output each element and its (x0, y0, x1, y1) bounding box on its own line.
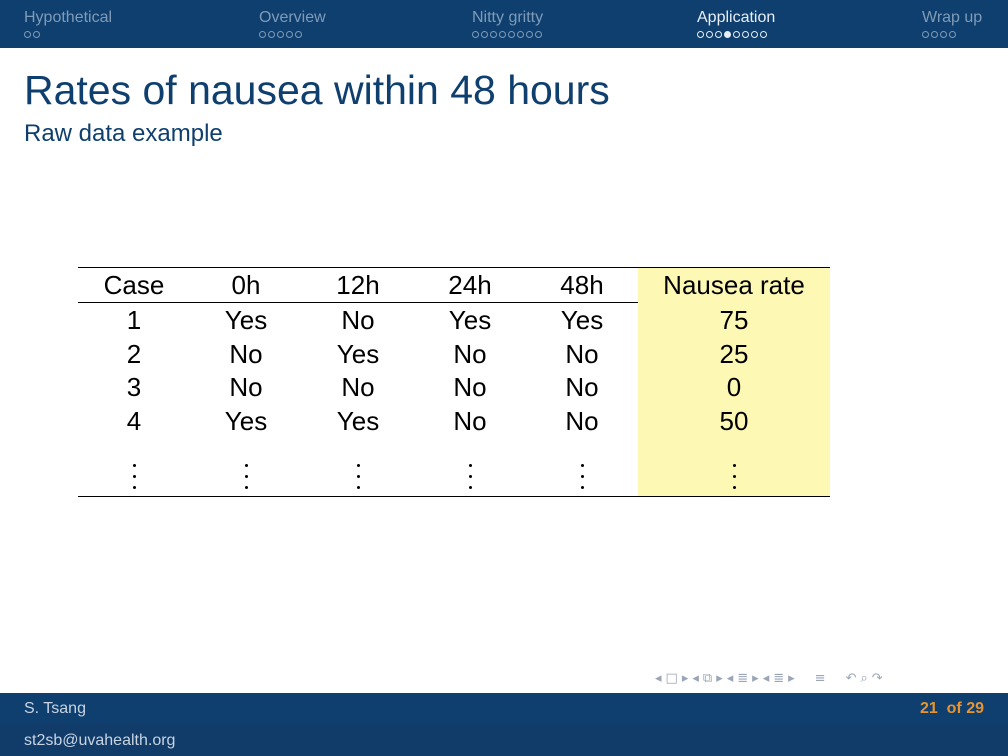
footer-author: S. Tsang (24, 700, 86, 717)
nav-section-dots (259, 31, 326, 41)
slide-dot[interactable] (949, 31, 956, 38)
header-48h: 48h (526, 268, 638, 303)
subsection-icon[interactable]: ≣ (737, 670, 749, 686)
vertical-ellipsis-icon (526, 438, 638, 497)
vertical-ellipsis-icon (414, 438, 526, 497)
slide-dot[interactable] (535, 31, 542, 38)
nav-section-label[interactable]: Hypothetical (24, 9, 113, 26)
cell-0h: No (229, 338, 263, 369)
table-continuation-row (78, 438, 830, 497)
nav-section-dots (472, 31, 543, 41)
slide-dot[interactable] (33, 31, 40, 38)
next-section-icon[interactable]: ▸ (788, 670, 795, 686)
cell-48h: No (565, 405, 599, 436)
next-frame-icon[interactable]: ▸ (716, 670, 723, 686)
header-0h: 0h (190, 268, 302, 303)
nav-section-hypothetical[interactable] (24, 8, 112, 41)
next-slide-icon[interactable]: ▸ (681, 670, 689, 686)
header-24h: 24h (414, 268, 526, 303)
slide-dot[interactable] (526, 31, 533, 38)
slide-dot[interactable] (742, 31, 749, 38)
slide-dot[interactable] (295, 31, 302, 38)
cell-0h: No (229, 372, 263, 402)
cell-nausea-rate: 25 (638, 338, 830, 372)
section-icon[interactable]: ≣ (773, 670, 785, 686)
total-pages: 29 (966, 700, 984, 717)
prev-section-icon[interactable]: ◂ (762, 670, 770, 686)
footer-author-bar (0, 693, 1008, 724)
slide-dot[interactable] (733, 31, 740, 38)
slide-dot[interactable] (931, 31, 938, 38)
nav-section-application[interactable] (697, 8, 775, 41)
slide-dot[interactable] (697, 31, 704, 38)
slide-dot[interactable] (940, 31, 947, 38)
nav-section-label[interactable]: Nitty gritty (472, 9, 544, 26)
cell-24h: No (453, 372, 487, 402)
slide-dot[interactable] (481, 31, 488, 38)
nav-section-dots (24, 31, 112, 41)
current-slide-dot[interactable] (724, 31, 731, 38)
table-row (78, 303, 830, 338)
table-row (78, 371, 830, 405)
slide-dot[interactable] (508, 31, 515, 38)
nav-section-dots (697, 31, 775, 41)
slide-dot[interactable] (517, 31, 524, 38)
slide-dot[interactable] (751, 31, 758, 38)
slide-dot[interactable] (490, 31, 497, 38)
vertical-ellipsis-icon (190, 438, 302, 497)
slide-dot[interactable] (268, 31, 275, 38)
vertical-ellipsis-icon (302, 438, 414, 497)
slide-dot[interactable] (472, 31, 479, 38)
cell-nausea-rate: 0 (638, 371, 830, 405)
cell-48h: No (565, 372, 599, 402)
beamer-navigation-symbols (654, 669, 884, 687)
cell-case: 3 (126, 372, 142, 402)
cell-48h: No (565, 338, 599, 369)
cell-24h: Yes (448, 305, 492, 335)
back-icon[interactable]: ↶ (845, 670, 857, 686)
slide-dot[interactable] (922, 31, 929, 38)
nav-section-nitty-gritty[interactable] (472, 8, 543, 41)
cell-case: 4 (126, 405, 142, 436)
slide-dot[interactable] (259, 31, 266, 38)
current-page: 21 (919, 700, 938, 717)
next-subsection-icon[interactable]: ▸ (752, 670, 759, 686)
slide-icon[interactable]: □ (665, 670, 678, 686)
frame-title: Rates of nausea within 48 hours (24, 67, 610, 113)
cell-case: 2 (126, 338, 142, 369)
cell-nausea-rate: 50 (638, 405, 830, 439)
slide-dot[interactable] (715, 31, 722, 38)
table-header-row (78, 268, 830, 303)
cell-24h: No (453, 338, 487, 369)
footer-email-bar (0, 724, 1008, 756)
table-row (78, 338, 830, 372)
cell-12h: No (341, 372, 375, 402)
cell-24h: No (453, 405, 487, 436)
cell-0h: Yes (224, 405, 268, 436)
prev-frame-icon[interactable]: ◂ (692, 670, 699, 686)
header-12h: 12h (302, 268, 414, 303)
table-row (78, 405, 830, 439)
slide-dot[interactable] (760, 31, 767, 38)
nav-section-wrap-up[interactable] (922, 8, 982, 41)
slide-dot[interactable] (499, 31, 506, 38)
forward-icon[interactable]: ↷ (871, 670, 883, 686)
header-case: Case (78, 268, 190, 303)
nav-section-label[interactable]: Application (697, 9, 776, 26)
slide-dot[interactable] (277, 31, 284, 38)
slide-dot[interactable] (706, 31, 713, 38)
cell-48h: Yes (560, 305, 604, 335)
cell-12h: Yes (336, 405, 380, 436)
cell-12h: Yes (336, 338, 380, 369)
header-nausea-rate: Nausea rate (638, 268, 830, 303)
page-counter (920, 699, 984, 719)
slide-dot[interactable] (286, 31, 293, 38)
nav-section-label[interactable]: Overview (259, 9, 326, 26)
nav-section-dots (922, 31, 982, 41)
section-navigation-bar (0, 0, 1008, 48)
appendix-icon[interactable]: ≡ (814, 670, 826, 686)
search-icon[interactable]: ⌕ (860, 670, 868, 686)
cell-nausea-rate: 75 (638, 303, 830, 338)
cell-0h: Yes (224, 305, 268, 335)
frame-subtitle: Raw data example (24, 120, 223, 147)
prev-subsection-icon[interactable]: ◂ (726, 670, 734, 686)
footer-email: st2sb@uvahealth.org (24, 732, 176, 749)
nav-section-overview[interactable] (259, 8, 326, 41)
frame-icon[interactable]: ⧉ (702, 670, 713, 686)
slide-dot[interactable] (24, 31, 31, 38)
cell-12h: No (341, 305, 375, 335)
page-of-label: of (946, 700, 962, 717)
vertical-ellipsis-icon (78, 438, 190, 497)
cell-case: 1 (126, 305, 142, 335)
nausea-data-table (78, 267, 830, 497)
vertical-ellipsis-icon (638, 438, 830, 497)
prev-slide-icon[interactable]: ◂ (655, 670, 662, 686)
nav-section-label[interactable]: Wrap up (922, 9, 983, 26)
